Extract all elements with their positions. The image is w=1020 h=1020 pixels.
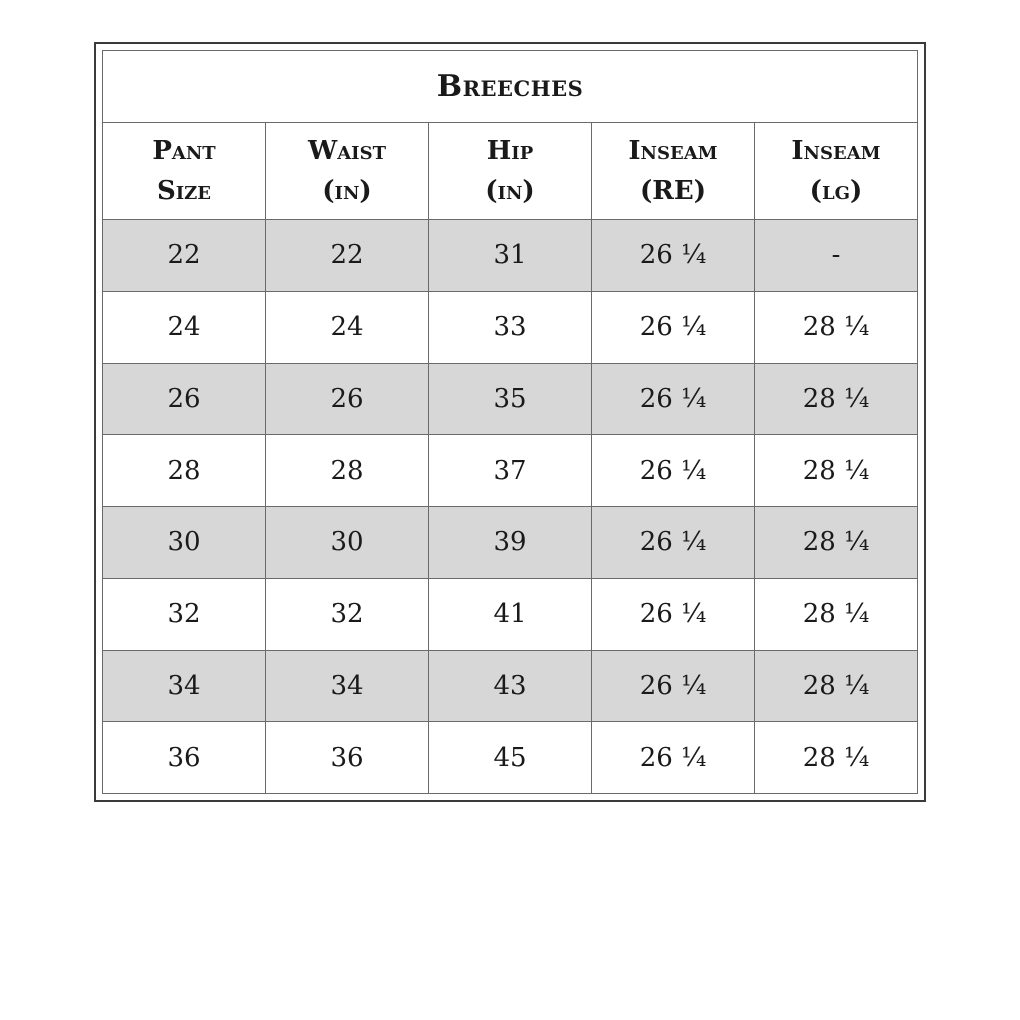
header-line: (RE) xyxy=(639,176,707,206)
table-row xyxy=(103,220,918,292)
column-header-hip xyxy=(429,123,592,220)
table-cell: 22 xyxy=(103,220,266,292)
table-cell: 26 ¼ xyxy=(592,578,755,650)
table-cell: 26 ¼ xyxy=(592,650,755,722)
table-cell: 24 xyxy=(266,291,429,363)
table-cell: 26 ¼ xyxy=(592,220,755,292)
table-row xyxy=(103,650,918,722)
column-header-inseam-re xyxy=(592,123,755,220)
breeches-size-table xyxy=(102,50,918,794)
table-cell: 24 xyxy=(103,291,266,363)
table-cell: 33 xyxy=(429,291,592,363)
table-row xyxy=(103,722,918,794)
header-row xyxy=(103,123,918,220)
table-cell: 45 xyxy=(429,722,592,794)
table-cell: 28 xyxy=(103,435,266,507)
table-cell: 43 xyxy=(429,650,592,722)
header-line: (in) xyxy=(322,176,372,206)
table-cell: 26 ¼ xyxy=(592,722,755,794)
table-row xyxy=(103,291,918,363)
table-cell: 28 xyxy=(266,435,429,507)
column-header-waist xyxy=(266,123,429,220)
table-title: Breeches xyxy=(103,51,918,123)
table-cell: 28 ¼ xyxy=(755,507,918,579)
table-cell: 26 xyxy=(103,363,266,435)
table-cell: 32 xyxy=(266,578,429,650)
table-cell: 41 xyxy=(429,578,592,650)
table-cell: 36 xyxy=(103,722,266,794)
table-row xyxy=(103,507,918,579)
table-cell: 22 xyxy=(266,220,429,292)
table-cell: 30 xyxy=(266,507,429,579)
table-cell: - xyxy=(755,220,918,292)
table-cell: 28 ¼ xyxy=(755,650,918,722)
table-cell: 26 xyxy=(266,363,429,435)
table-cell: 39 xyxy=(429,507,592,579)
table-cell: 34 xyxy=(103,650,266,722)
table-cell: 36 xyxy=(266,722,429,794)
header-line: Pant xyxy=(152,136,216,166)
header-line: (in) xyxy=(485,176,535,206)
table-cell: 28 ¼ xyxy=(755,578,918,650)
title-row xyxy=(103,51,918,123)
size-chart-frame xyxy=(94,42,926,802)
table-row xyxy=(103,435,918,507)
table-cell: 32 xyxy=(103,578,266,650)
column-header-pant-size xyxy=(103,123,266,220)
table-row xyxy=(103,363,918,435)
table-cell: 34 xyxy=(266,650,429,722)
table-cell: 35 xyxy=(429,363,592,435)
table-cell: 26 ¼ xyxy=(592,435,755,507)
table-cell: 37 xyxy=(429,435,592,507)
table-cell: 26 ¼ xyxy=(592,291,755,363)
column-header-inseam-lg xyxy=(755,123,918,220)
table-cell: 28 ¼ xyxy=(755,722,918,794)
table-cell: 26 ¼ xyxy=(592,507,755,579)
table-cell: 31 xyxy=(429,220,592,292)
table-cell: 28 ¼ xyxy=(755,435,918,507)
table-row xyxy=(103,578,918,650)
table-cell: 28 ¼ xyxy=(755,291,918,363)
header-line: Waist xyxy=(308,136,386,166)
table-cell: 26 ¼ xyxy=(592,363,755,435)
table-cell: 28 ¼ xyxy=(755,363,918,435)
header-line: Hip xyxy=(486,136,534,166)
header-line: Inseam xyxy=(791,136,881,166)
header-line: (lg) xyxy=(809,176,863,206)
header-line: Inseam xyxy=(628,136,718,166)
header-line: Size xyxy=(156,176,212,206)
table-cell: 30 xyxy=(103,507,266,579)
